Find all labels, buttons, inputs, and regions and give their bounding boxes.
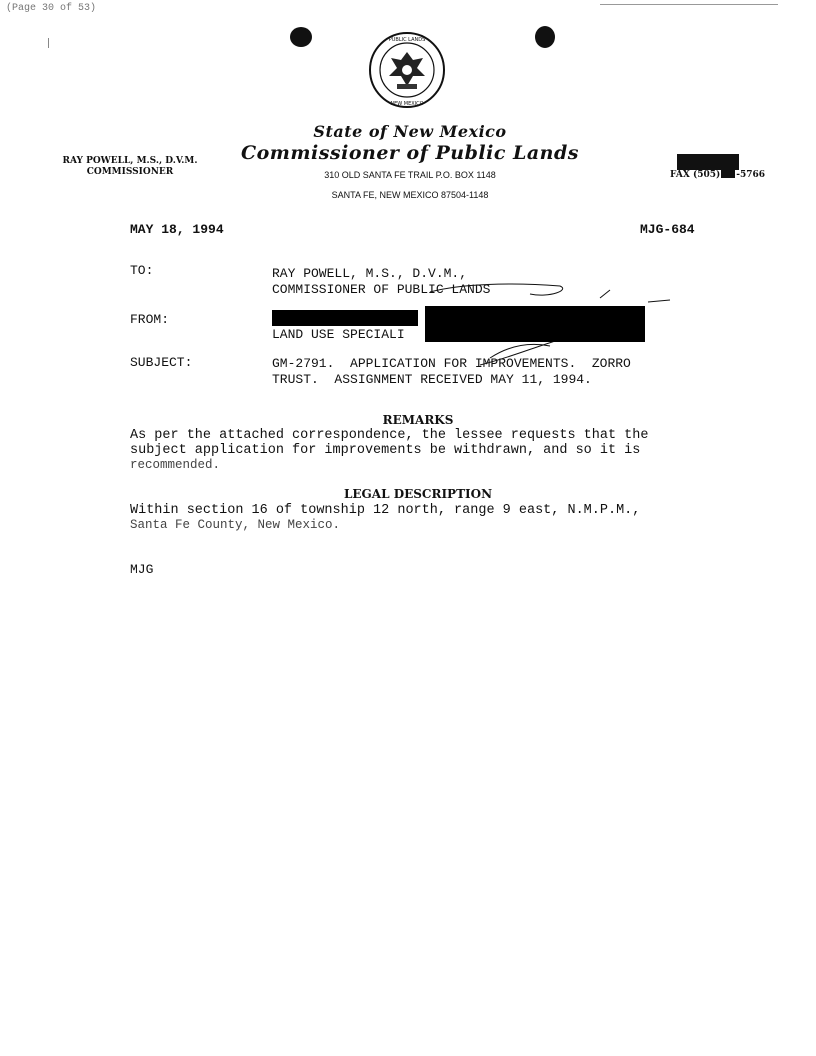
state-seal-icon <box>367 30 447 110</box>
punch-hole-right <box>535 26 555 48</box>
subject-line2: TRUST. ASSIGNMENT RECEIVED MAY 11, 1994. <box>272 372 592 387</box>
fax-redaction-inline <box>721 168 735 178</box>
fax-suffix: -5766 <box>736 170 766 180</box>
legal-line1: Within section 16 of township 12 north, range 9 east, N.M.P.M., <box>130 503 641 518</box>
remarks-line1: As per the attached correspondence, the lessee requests that the <box>130 428 649 443</box>
author-initials: MJG <box>130 562 154 577</box>
subject-label: SUBJECT: <box>130 355 193 370</box>
from-label: FROM: <box>130 312 170 327</box>
punch-hole-left <box>290 27 312 47</box>
letterhead-address-line2: SANTA FE, NEW MEXICO 87504-1148 <box>331 190 489 200</box>
to-label: TO: <box>130 263 154 278</box>
page-marker: (Page 30 of 53) <box>6 3 97 14</box>
top-rule <box>600 4 778 5</box>
from-name-redaction <box>272 310 418 326</box>
scan-speck <box>48 38 49 48</box>
svg-text:PUBLIC LANDS: PUBLIC LANDS <box>388 37 426 43</box>
from-line2: LAND USE SPECIALI <box>272 327 405 342</box>
commissioner-name: RAY POWELL, M.S., D.V.M. <box>62 156 198 166</box>
svg-text:NEW MEXICO: NEW MEXICO <box>390 101 424 107</box>
remarks-line3: recommended. <box>130 458 221 472</box>
to-line1: RAY POWELL, M.S., D.V.M., <box>272 266 468 281</box>
legal-heading: LEGAL DESCRIPTION <box>343 487 493 501</box>
commissioner-title: COMMISSIONER <box>86 167 174 177</box>
letterhead-address-line1: 310 OLD SANTA FE TRAIL P.O. BOX 1148 <box>324 170 496 180</box>
memo-date: MAY 18, 1994 <box>130 222 224 237</box>
fax-number <box>670 168 765 180</box>
memo-reference: MJG-684 <box>640 222 695 237</box>
remarks-heading: REMARKS <box>382 413 454 427</box>
letterhead-state: State of New Mexico <box>313 122 507 141</box>
fax-prefix: FAX (505) <box>670 170 721 180</box>
from-title-redaction <box>425 306 645 342</box>
remarks-line2: subject application for improvements be withdrawn, and so it is <box>130 443 641 458</box>
to-line2: COMMISSIONER OF PUBLIC LANDS <box>272 282 491 297</box>
subject-line1: GM-2791. APPLICATION FOR IMPROVEMENTS. ZORRO <box>272 356 631 371</box>
legal-line2: Santa Fe County, New Mexico. <box>130 518 341 532</box>
letterhead-commission: Commissioner of Public Lands <box>241 142 579 164</box>
